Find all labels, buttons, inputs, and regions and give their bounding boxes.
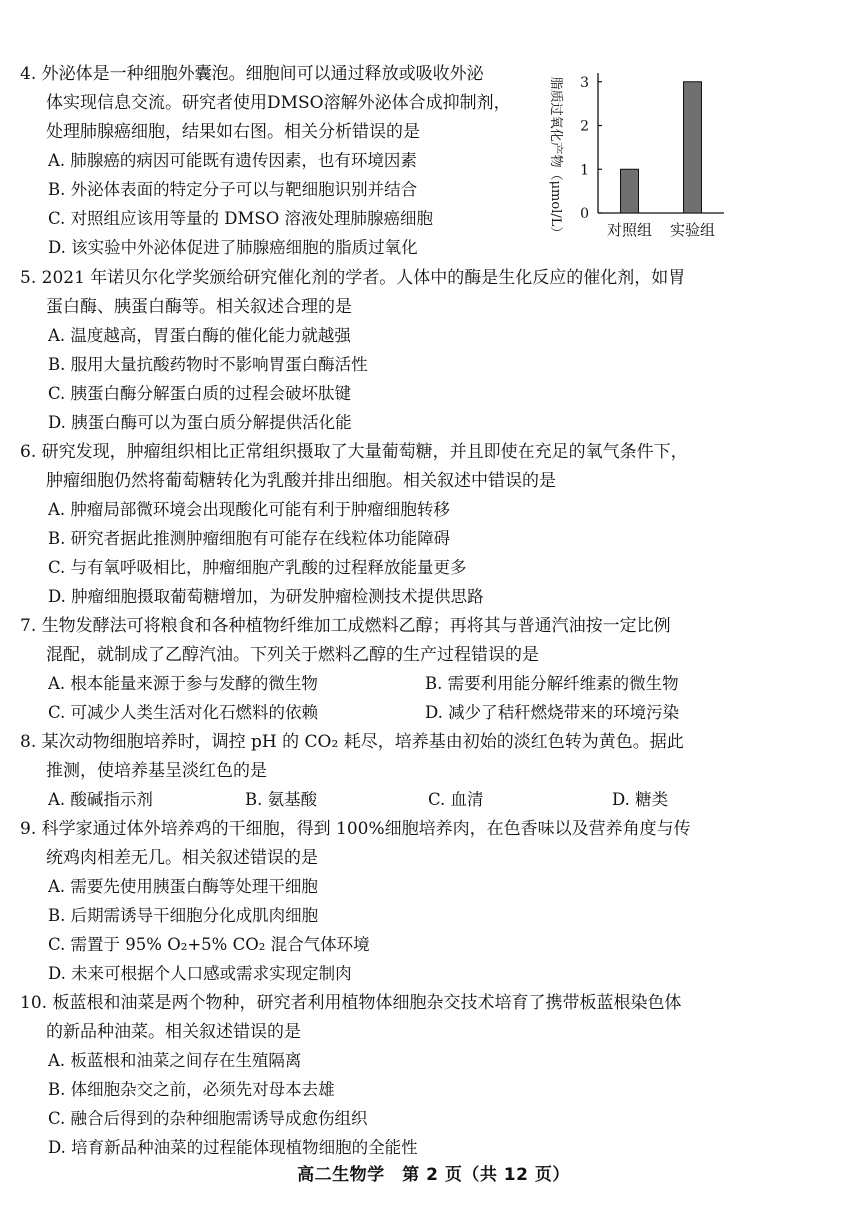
question-10-line-2: 的新品种油菜。相关叙述错误的是 <box>46 1022 301 1042</box>
question-4-line-2: 体实现信息交流。研究者使用DMSO溶解外泌体合成抑制剂， <box>46 93 511 113</box>
chart-bar-experiment <box>684 82 702 213</box>
page-footer: 高二生物学 第 2 页（共 12 页） <box>297 1165 570 1185</box>
question-7-option-a: A. 根本能量来源于参与发酵的微生物 <box>48 674 318 693</box>
question-5-option-b: B. 服用大量抗酸药物时不影响胃蛋白酶活性 <box>48 355 368 374</box>
question-9-option-b: B. 后期需诱导干细胞分化成肌肉细胞 <box>48 906 319 925</box>
question-8-option-b: B. 氨基酸 <box>245 790 318 809</box>
question-7-option-c: C. 可减少人类生活对化石燃料的依赖 <box>48 703 319 722</box>
question-6-option-b: B. 研究者据此推测肿瘤细胞有可能存在线粒体功能障碍 <box>48 529 451 548</box>
question-5-line-1: 5. 2021 年诺贝尔化学奖颁给研究催化剂的学者。人体中的酶是生化反应的催化剂，如胃 <box>20 268 686 288</box>
chart-bar-control <box>621 169 639 213</box>
question-10-option-b: B. 体细胞杂交之前，必须先对母本去雄 <box>48 1080 335 1099</box>
question-6-line-2: 肿瘤细胞仍然将葡萄糖转化为乳酸并排出细胞。相关叙述中错误的是 <box>46 471 556 491</box>
question-5-option-c: C. 胰蛋白酶分解蛋白质的过程会破坏肽键 <box>48 384 352 403</box>
question-4-line-1: 4. 外泌体是一种细胞外囊泡。细胞间可以通过释放或吸收外泌 <box>20 64 484 84</box>
question-5-option-a: A. 温度越高，胃蛋白酶的催化能力就越强 <box>48 326 351 345</box>
question-8-option-c: C. 血清 <box>428 790 484 809</box>
question-7-option-d: D. 减少了秸秆燃烧带来的环境污染 <box>425 703 680 722</box>
lipid-peroxidation-bar-chart <box>530 58 730 248</box>
question-4-option-b: B. 外泌体表面的特定分子可以与靶细胞识别并结合 <box>48 180 418 199</box>
question-6-option-c: C. 与有氧呼吸相比，肿瘤细胞产乳酸的过程释放能量更多 <box>48 558 467 577</box>
question-7-line-1: 7. 生物发酵法可将粮食和各种植物纤维加工成燃料乙醇；再将其与普通汽油按一定比例 <box>20 616 671 636</box>
chart-y-tick-label: 1 <box>580 162 589 179</box>
question-10-option-d: D. 培育新品种油菜的过程能体现植物细胞的全能性 <box>48 1138 418 1157</box>
question-9-line-1: 9. 科学家通过体外培养鸡的干细胞，得到 100%细胞培养肉，在色香味以及营养角度与传 <box>20 819 691 839</box>
question-8-option-a: A. 酸碱指示剂 <box>48 790 153 809</box>
question-4-option-c: C. 对照组应该用等量的 DMSO 溶液处理肺腺癌细胞 <box>48 209 433 228</box>
question-9-option-d: D. 未来可根据个人口感或需求实现定制肉 <box>48 964 352 983</box>
question-4-option-d: D. 该实验中外泌体促进了肺腺癌细胞的脂质过氧化 <box>48 238 418 257</box>
question-9-option-c: C. 需置于 95% O₂+5% CO₂ 混合气体环境 <box>48 935 370 954</box>
question-5-line-2: 蛋白酶、胰蛋白酶等。相关叙述合理的是 <box>46 297 352 317</box>
question-10-option-c: C. 融合后得到的杂种细胞需诱导成愈伤组织 <box>48 1109 368 1128</box>
question-4-line-3: 处理肺腺癌细胞，结果如右图。相关分析错误的是 <box>46 122 420 142</box>
question-6-line-1: 6. 研究发现，肿瘤组织相比正常组织摄取了大量葡萄糖，并且即使在充足的氧气条件下， <box>20 442 688 462</box>
question-10-line-1: 10. 板蓝根和油菜是两个物种，研究者利用植物体细胞杂交技术培育了携带板蓝根染色体 <box>20 993 682 1013</box>
chart-category-label: 对照组 <box>606 221 653 239</box>
question-9-option-a: A. 需要先使用胰蛋白酶等处理干细胞 <box>48 877 318 896</box>
question-6-option-a: A. 肿瘤局部微环境会出现酸化可能有利于肿瘤细胞转移 <box>48 500 450 519</box>
question-4-option-a: A. 肺腺癌的病因可能既有遗传因素，也有环境因素 <box>48 151 417 170</box>
chart-category-label: 实验组 <box>669 221 716 239</box>
question-7-option-b: B. 需要利用能分解纤维素的微生物 <box>425 674 679 693</box>
question-7-line-2: 混配，就制成了乙醇汽油。下列关于燃料乙醇的生产过程错误的是 <box>46 645 539 665</box>
question-5-option-d: D. 胰蛋白酶可以为蛋白质分解提供活化能 <box>48 413 352 432</box>
chart-y-tick-label: 2 <box>580 118 589 135</box>
chart-y-tick-label: 3 <box>580 74 589 91</box>
question-8-line-1: 8. 某次动物细胞培养时，调控 pH 的 CO₂ 耗尽，培养基由初始的淡红色转为黄色。据此 <box>20 732 684 752</box>
chart-y-tick-label: 0 <box>580 206 589 222</box>
question-8-line-2: 推测，使培养基呈淡红色的是 <box>46 761 267 781</box>
question-8-option-d: D. 糖类 <box>612 790 669 809</box>
question-6-option-d: D. 肿瘤细胞摄取葡萄糖增加，为研发肿瘤检测技术提供思路 <box>48 587 484 606</box>
question-9-line-2: 统鸡肉相差无几。相关叙述错误的是 <box>46 848 318 868</box>
chart-y-axis-label: 脂质过氧化产物（μmol/L） <box>548 76 563 240</box>
question-10-option-a: A. 板蓝根和油菜之间存在生殖隔离 <box>48 1051 302 1070</box>
